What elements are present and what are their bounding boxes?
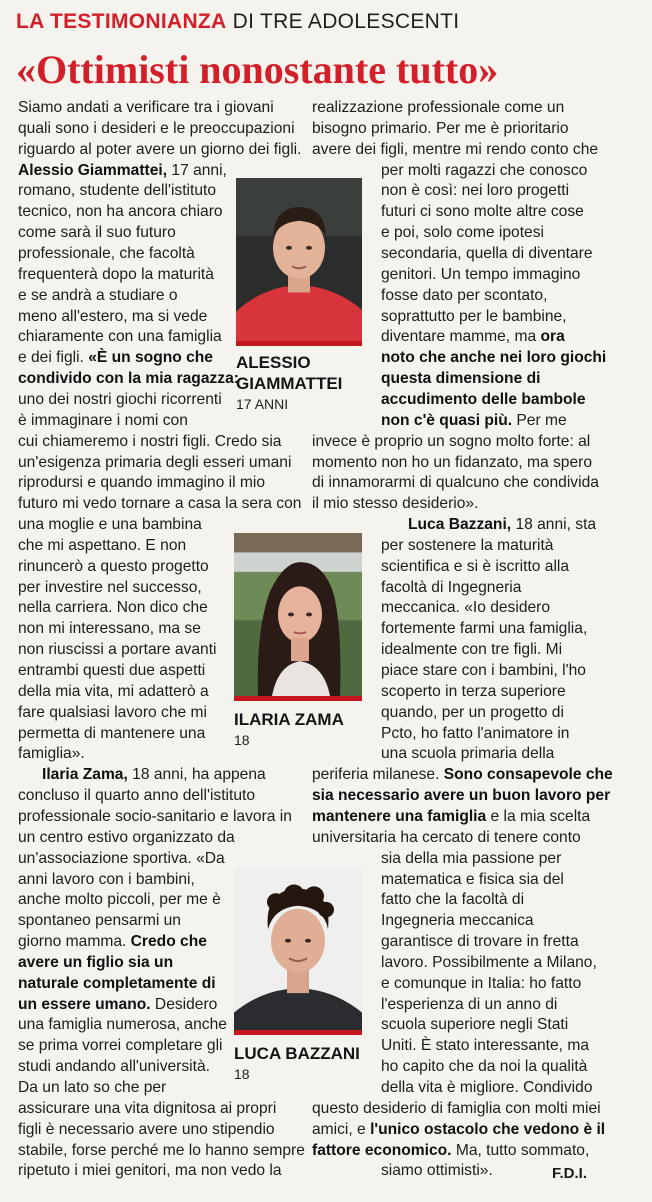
text-line: scientifica e si è iscritto alla (381, 557, 570, 575)
text-line: come sarà il suo futuro (18, 224, 176, 242)
text-line: riguardo al poter avere un giorno dei figli. (18, 140, 302, 158)
text-line: avere dei figli, mentre mi rendo conto che (312, 140, 599, 158)
text-line: e poi, solo come ipotesi (381, 224, 544, 242)
text-line: garantisce di trovare in fretta (381, 933, 579, 950)
text-line: concluso il quarto anno dell'istituto (18, 787, 256, 805)
text-line: non mi interessano, ma se (18, 620, 201, 638)
text-line: e se andrà a studiare o (18, 286, 178, 304)
text-line: una moglie e una bambina (18, 516, 202, 533)
text-line: fatto che la facoltà di (381, 891, 525, 909)
text-line: futuro mi vedo tornare a casa la sera con (18, 495, 302, 513)
photo-ilaria (234, 533, 362, 701)
text-line: uno dei nostri giochi ricorrenti (18, 390, 222, 408)
text-line: amici, e l'unico ostacolo che vedono è il (312, 1120, 606, 1138)
text-line: fare qualsiasi lavoro che mi (18, 703, 207, 721)
text-line: Siamo andati a verificare tra i giovani (18, 99, 274, 116)
text-line: soprattutto per le bambine, (381, 307, 567, 325)
text-line: che mi aspettano. E non (18, 536, 187, 554)
text-line: tecnico, non ha ancora chiaro (18, 203, 223, 221)
text-line: e dei figli. «È un sogno che (18, 349, 213, 367)
text-line: noto che anche nei loro giochi (381, 349, 607, 367)
text-line: genitori. Un tempo immagino (381, 265, 581, 283)
text-line: accudimento delle bambole (381, 390, 586, 408)
caption-name-luca: LUCA BAZZANI (234, 1044, 360, 1063)
portrait-image (234, 533, 362, 696)
text-line: idealmente con tre figli. Mi (381, 641, 563, 659)
text-line: professionale, che facoltà (18, 245, 195, 262)
caption-age-luca: 18 (234, 1066, 250, 1082)
text-line: di innamorarmi di qualcuno che condivida (312, 474, 599, 492)
text-line: una scuola primaria della (381, 745, 555, 763)
text-line: Pcto, ho fatto l'animatore in (381, 724, 570, 742)
text-line: frequenterà dopo la maturità (18, 265, 214, 283)
text-line: non riuscissi a portare avanti (18, 641, 217, 659)
text-line: matematica e fisica sia del (381, 870, 564, 888)
text-line: entrambi questi due aspetti (18, 662, 206, 679)
text-line: e comunque in Italia: ho fatto (381, 974, 582, 992)
text-line: della vita è migliore. Condivido (381, 1079, 593, 1096)
text-line: scuola superiore negli Stati (381, 1016, 569, 1034)
text-line: quali sono i desideri e le preoccupazioni (18, 119, 295, 137)
text-line: un centro estivo organizzato da (18, 828, 235, 846)
photo-alessio (236, 178, 362, 346)
text-line: fortemente farmi una famiglia, (381, 620, 588, 638)
text-line: per molti ragazzi che conosco (381, 161, 588, 179)
text-line: se prima vorrei completare gli (18, 1037, 223, 1055)
text-line: fosse dato per scontato, (381, 286, 548, 304)
text-line: riprodursi e quando immagino il mio (18, 474, 266, 492)
text-line: futuri ci sono molte altre cose (381, 203, 584, 221)
caption-name-ilaria: ILARIA ZAMA (234, 710, 344, 729)
text-line: assicurare una vita dignitosa ai propri (18, 1099, 277, 1117)
text-line: permetta di mantenere una (18, 724, 206, 742)
text-line: un'esigenza primaria degli esseri umani (18, 453, 292, 471)
text-line: Ingegneria meccanica (381, 912, 534, 930)
text-line: fattore economico. Ma, tutto sommato, (312, 1141, 590, 1159)
text-line: Uniti. È stato interessante, ma (381, 1037, 590, 1055)
text-line: rinuncerò a questo progetto (18, 557, 209, 575)
text-line: un'associazione sportiva. «Da (18, 849, 225, 867)
text-line: non c'è quasi più. Per me (381, 411, 567, 429)
text-line: realizzazione professionale come un (312, 99, 565, 116)
kicker-strong: LA TESTIMONIANZA (16, 10, 227, 33)
text-line: professionale socio-sanitario e lavora in (18, 807, 292, 825)
text-line: Da un lato so che per (18, 1079, 167, 1096)
text-line: anche molto piccoli, per me è (18, 891, 221, 909)
text-line: naturale completamente di (18, 974, 216, 992)
text-line: Alessio Giammattei, 17 anni, (18, 161, 227, 179)
text-line: Luca Bazzani, 18 anni, sta (408, 516, 597, 533)
author-signature: F.D.I. (552, 1165, 588, 1182)
text-line: studi andando all'università. (18, 1058, 210, 1076)
text-line: sia della mia passione per (381, 849, 562, 867)
text-line: ripetuto i miei genitori, ma non vedo la (18, 1162, 282, 1180)
text-line: un essere umano. Desidero (18, 995, 218, 1013)
text-line: romano, studente dell'istituto (18, 182, 217, 200)
text-line: giorno mamma. Credo che (18, 933, 207, 950)
text-line: diventare mamme, ma ora (381, 328, 565, 346)
text-line: meno all'estero, ma si vede (18, 307, 208, 325)
text-line: famiglia». (18, 745, 85, 763)
photo-luca (234, 867, 362, 1035)
text-line: periferia milanese. Sono consapevole che (312, 766, 613, 784)
text-line: spontaneo pensarmi un (18, 912, 181, 930)
article-kicker (16, 10, 459, 34)
text-line: mantenere una famiglia e la mia scelta (312, 807, 591, 825)
text-line: anni lavoro con i bambini, (18, 870, 195, 888)
caption-name-alessio-2: GIAMMATTEI (236, 374, 343, 393)
text-line: figli è necessario avere uno stipendio (18, 1120, 275, 1138)
text-line: cui chiameremo i nostri figli. Credo sia (18, 432, 282, 450)
text-line: meccanica. «Io desidero (381, 599, 551, 617)
text-line: quando, per un progetto di (381, 703, 564, 721)
text-line: questo desiderio di famiglia con molti miei (312, 1099, 601, 1117)
text-line: è immaginare i nomi con (18, 411, 188, 429)
caption-name-alessio-1: ALESSIO (236, 353, 311, 372)
text-line: per sostenere la maturità (381, 536, 554, 554)
text-line: questa dimensione di (381, 370, 541, 388)
text-line: avere un figlio sia un (18, 953, 174, 971)
text-line: siamo ottimisti». (381, 1162, 493, 1180)
text-line: chiaramente con una famiglia (18, 328, 222, 346)
text-line: momento non ho un fidanzato, ma spero (312, 453, 592, 471)
text-line: invece è proprio un sogno molto forte: al (312, 432, 591, 450)
text-line: lavoro. Possibilmente a Milano, (381, 953, 597, 971)
portrait-image (236, 178, 362, 341)
text-line: condivido con la mia ragazza: (18, 370, 239, 388)
kicker-rest: DI TRE ADOLESCENTI (226, 10, 460, 33)
text-line: ho capito che da noi la qualità (381, 1058, 588, 1076)
text-line: della mia vita, mi adatterò a (18, 682, 209, 700)
text-line: sia necessario avere un buon lavoro per (312, 787, 611, 805)
text-line: universitaria ha cercato di tenere conto (312, 828, 581, 846)
text-line: facoltà di Ingegneria (381, 578, 522, 596)
text-line: l'esperienza di un anno di (381, 995, 558, 1013)
text-line: secondaria, quella di diventare (381, 245, 593, 262)
text-line: Ilaria Zama, 18 anni, ha appena (42, 766, 266, 784)
text-line: nella carriera. Non dico che (18, 599, 208, 617)
text-line: non è così: nei loro progetti (381, 182, 570, 200)
caption-age-ilaria: 18 (234, 732, 250, 748)
text-line: scoperto in terza superiore (381, 682, 566, 700)
text-line: bisogno primario. Per me è prioritario (312, 119, 569, 137)
text-line: il mio stesso desiderio». (312, 495, 479, 513)
caption-age-alessio: 17 ANNI (236, 396, 289, 412)
headline: «Ottimisti nonostante tutto» (16, 47, 499, 92)
text-line: per investire nel successo, (18, 578, 202, 596)
text-line: stabile, forse perché me lo hanno sempre (18, 1141, 305, 1159)
text-line: piace stare con i bambini, l'ho (381, 662, 586, 679)
text-line: una famiglia numerosa, anche (18, 1016, 227, 1034)
portrait-image (234, 867, 362, 1030)
